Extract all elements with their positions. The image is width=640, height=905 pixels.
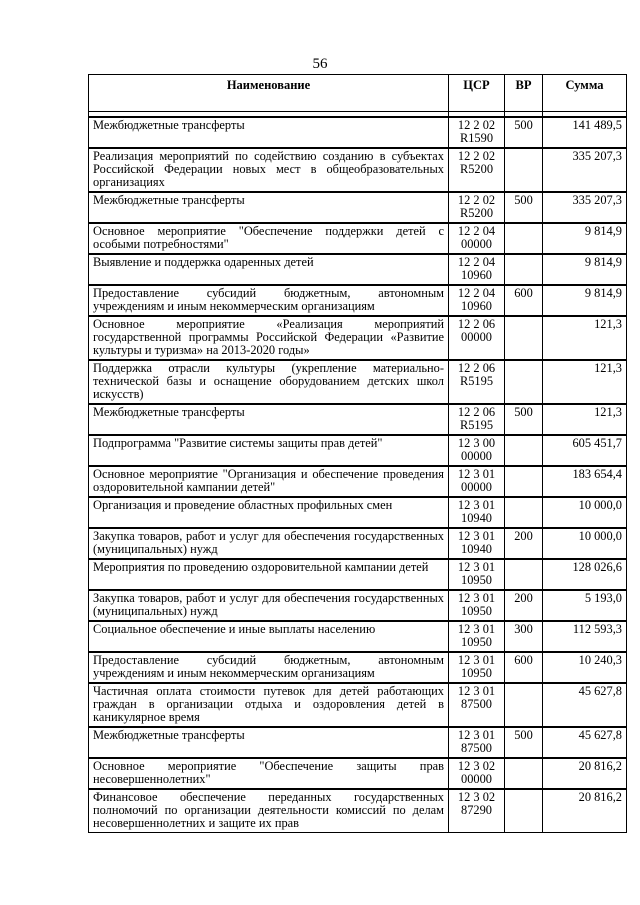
table-row [89, 621, 627, 652]
csr-cell: 12 3 02 87290 [449, 789, 505, 833]
sum-cell: 45 627,8 [543, 727, 627, 758]
csr-cell: 12 3 00 00000 [449, 435, 505, 466]
sum-cell: 183 654,4 [543, 466, 627, 497]
csr-cell: 12 2 04 10960 [449, 254, 505, 285]
vr-cell: 500 [505, 727, 543, 758]
table-row [89, 559, 627, 590]
vr-cell [505, 758, 543, 789]
name-cell: Социальное обеспечение и иные выплаты населению [89, 621, 449, 652]
csr-cell: 12 2 04 00000 [449, 223, 505, 254]
vr-cell [505, 435, 543, 466]
table-row [89, 404, 627, 435]
table-row [89, 316, 627, 360]
header-name: Наименование [89, 75, 449, 112]
csr-cell: 12 3 01 10950 [449, 559, 505, 590]
vr-cell [505, 254, 543, 285]
name-cell: Закупка товаров, работ и услуг для обеспечения государственных (муниципальных) нужд [89, 590, 449, 621]
vr-cell [505, 559, 543, 590]
name-cell: Межбюджетные трансферты [89, 404, 449, 435]
name-cell: Организация и проведение областных профильных смен [89, 497, 449, 528]
csr-cell: 12 3 01 10950 [449, 621, 505, 652]
csr-cell: 12 3 01 10950 [449, 590, 505, 621]
sum-cell: 128 026,6 [543, 559, 627, 590]
sum-cell: 9 814,9 [543, 285, 627, 316]
csr-cell: 12 3 01 87500 [449, 683, 505, 727]
sum-cell: 9 814,9 [543, 223, 627, 254]
csr-cell: 12 3 01 00000 [449, 466, 505, 497]
name-cell: Межбюджетные трансферты [89, 117, 449, 148]
header-sum: Сумма [543, 75, 627, 112]
header-csr: ЦСР [449, 75, 505, 112]
vr-cell: 500 [505, 404, 543, 435]
sum-cell: 10 000,0 [543, 528, 627, 559]
csr-cell: 12 3 01 10940 [449, 497, 505, 528]
vr-cell [505, 223, 543, 254]
vr-cell: 500 [505, 117, 543, 148]
csr-cell: 12 3 02 00000 [449, 758, 505, 789]
budget-table [88, 74, 627, 833]
table-row [89, 192, 627, 223]
sum-cell: 9 814,9 [543, 254, 627, 285]
sum-cell: 141 489,5 [543, 117, 627, 148]
table-row [89, 683, 627, 727]
table-row [89, 590, 627, 621]
table-row [89, 528, 627, 559]
name-cell: Поддержка отрасли культуры (укрепление материально-технической базы и оснащение оборудованием детских школ искусств) [89, 360, 449, 404]
sum-cell: 10 240,3 [543, 652, 627, 683]
csr-cell: 12 2 06 00000 [449, 316, 505, 360]
sum-cell: 45 627,8 [543, 683, 627, 727]
vr-cell [505, 683, 543, 727]
name-cell: Частичная оплата стоимости путевок для детей работающих граждан в организации отдыха и оздоровления детей в каникулярное время [89, 683, 449, 727]
page-number: 56 [312, 56, 328, 72]
table-row [89, 360, 627, 404]
csr-cell: 12 3 01 10950 [449, 652, 505, 683]
name-cell: Основное мероприятие «Реализация мероприятий государственной программы Российской Федерации «Развитие культуры и туризма» на 2013-2020 годы» [89, 316, 449, 360]
sum-cell: 10 000,0 [543, 497, 627, 528]
sum-cell: 121,3 [543, 316, 627, 360]
name-cell: Мероприятия по проведению оздоровительной кампании детей [89, 559, 449, 590]
csr-cell: 12 2 02 R5200 [449, 148, 505, 192]
name-cell: Основное мероприятие "Обеспечение поддержки детей с особыми потребностями" [89, 223, 449, 254]
table-row [89, 435, 627, 466]
table-row [89, 466, 627, 497]
table-row [89, 148, 627, 192]
header-vr: ВР [505, 75, 543, 112]
table-header-row [89, 75, 627, 112]
name-cell: Финансовое обеспечение переданных государственных полномочий по организации деятельности комиссий по делам несовершеннолетних и защите их прав [89, 789, 449, 833]
vr-cell: 200 [505, 528, 543, 559]
vr-cell: 500 [505, 192, 543, 223]
sum-cell: 5 193,0 [543, 590, 627, 621]
table-row [89, 497, 627, 528]
vr-cell: 600 [505, 652, 543, 683]
name-cell: Основное мероприятие "Обеспечение защиты прав несовершеннолетних" [89, 758, 449, 789]
vr-cell [505, 360, 543, 404]
csr-cell: 12 3 01 87500 [449, 727, 505, 758]
name-cell: Выявление и поддержка одаренных детей [89, 254, 449, 285]
csr-cell: 12 2 06 R5195 [449, 404, 505, 435]
table-row [89, 223, 627, 254]
table-row [89, 789, 627, 833]
sum-cell: 121,3 [543, 404, 627, 435]
name-cell: Реализация мероприятий по содействию созданию в субъектах Российской Федерации новых мест в общеобразовательных организациях [89, 148, 449, 192]
sum-cell: 112 593,3 [543, 621, 627, 652]
vr-cell: 200 [505, 590, 543, 621]
sum-cell: 20 816,2 [543, 789, 627, 833]
vr-cell [505, 466, 543, 497]
name-cell: Основное мероприятие "Организация и обеспечение проведения оздоровительной кампании детей" [89, 466, 449, 497]
vr-cell [505, 789, 543, 833]
table-row [89, 117, 627, 148]
table-row [89, 254, 627, 285]
vr-cell [505, 316, 543, 360]
vr-cell [505, 497, 543, 528]
vr-cell: 300 [505, 621, 543, 652]
name-cell: Предоставление субсидий бюджетным, автономным учреждениям и иным некоммерческим организациям [89, 285, 449, 316]
table-body [89, 112, 627, 833]
name-cell: Межбюджетные трансферты [89, 192, 449, 223]
vr-cell: 600 [505, 285, 543, 316]
table-row [89, 758, 627, 789]
sum-cell: 335 207,3 [543, 192, 627, 223]
table-row [89, 727, 627, 758]
name-cell: Подпрограмма "Развитие системы защиты прав детей" [89, 435, 449, 466]
vr-cell [505, 148, 543, 192]
table-row [89, 652, 627, 683]
csr-cell: 12 2 06 R5195 [449, 360, 505, 404]
sum-cell: 121,3 [543, 360, 627, 404]
sum-cell: 335 207,3 [543, 148, 627, 192]
csr-cell: 12 2 04 10960 [449, 285, 505, 316]
table-row [89, 285, 627, 316]
sum-cell: 20 816,2 [543, 758, 627, 789]
name-cell: Предоставление субсидий бюджетным, автономным учреждениям и иным некоммерческим организациям [89, 652, 449, 683]
name-cell: Межбюджетные трансферты [89, 727, 449, 758]
csr-cell: 12 3 01 10940 [449, 528, 505, 559]
csr-cell: 12 2 02 R5200 [449, 192, 505, 223]
name-cell: Закупка товаров, работ и услуг для обеспечения государственных (муниципальных) нужд [89, 528, 449, 559]
csr-cell: 12 2 02 R1590 [449, 117, 505, 148]
sum-cell: 605 451,7 [543, 435, 627, 466]
